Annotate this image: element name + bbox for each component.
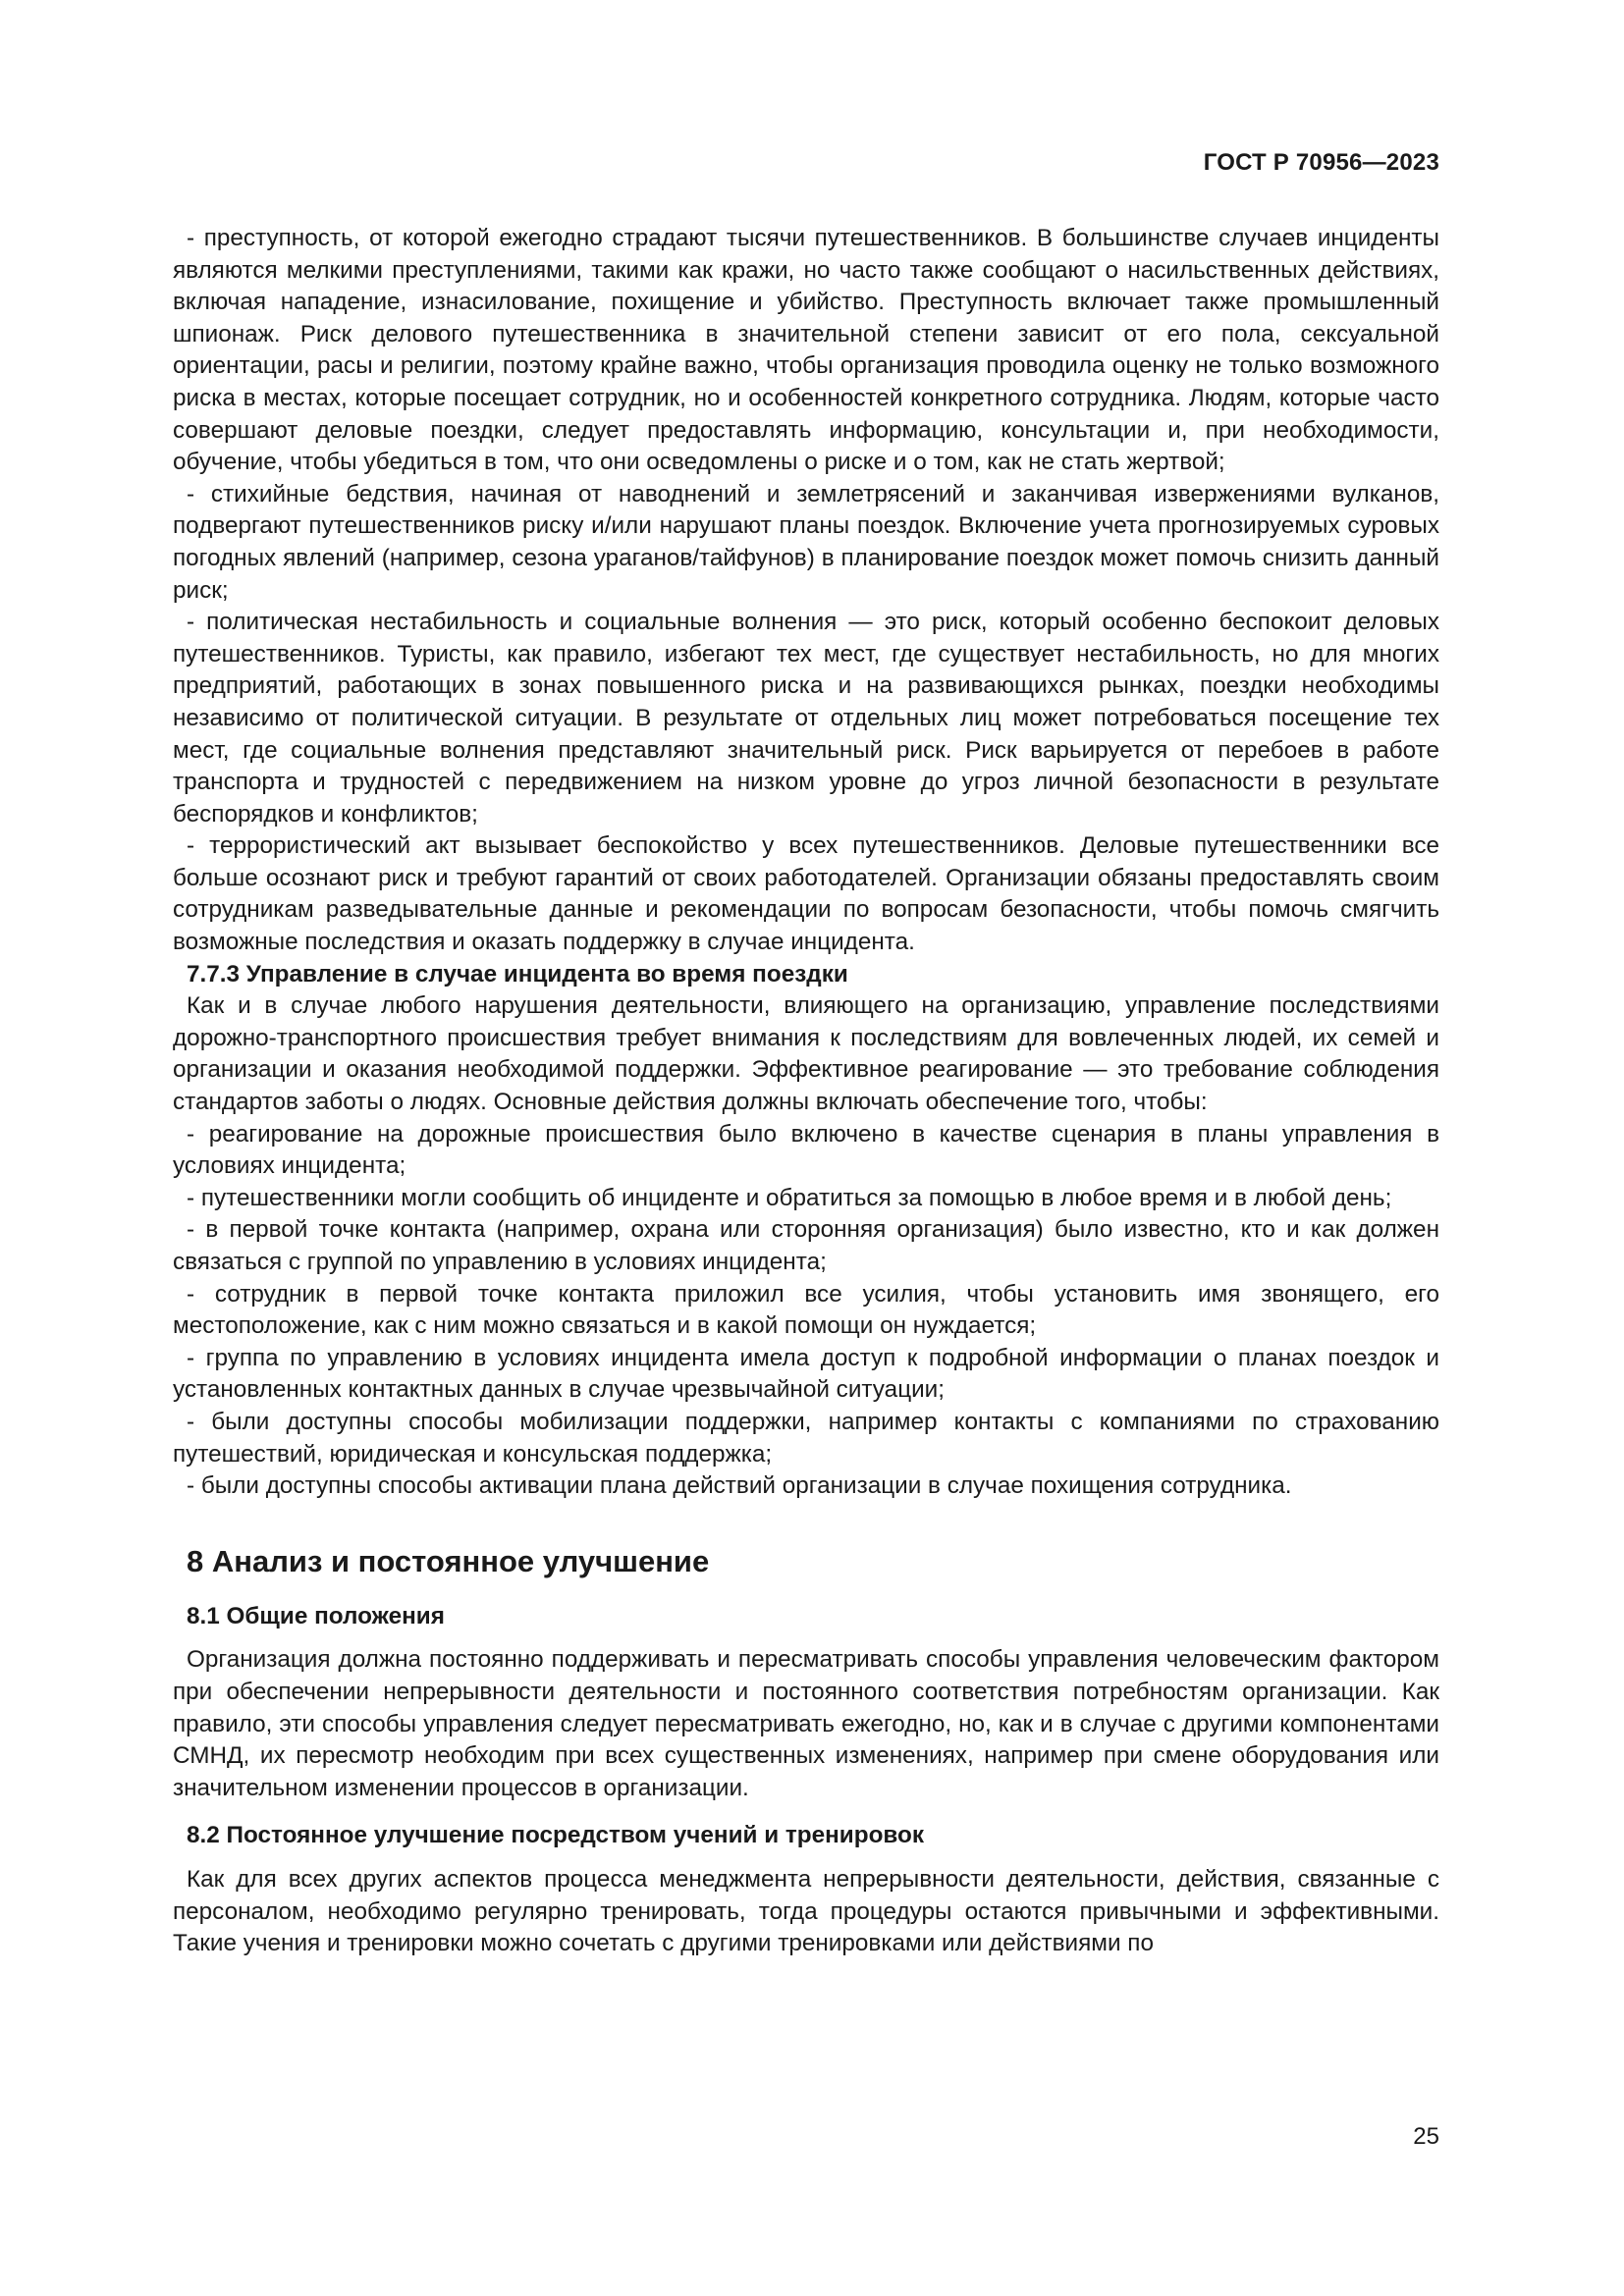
list-item: - сотрудник в первой точке контакта приложил все усилия, чтобы установить имя звонящего, его местоположение, как с ним можно связаться и в какой помощи он нуждается; xyxy=(173,1280,1439,1340)
paragraph-terrorism: - террористический акт вызывает беспокойство у всех путешественников. Деловые путешественники все больше осознают риск и требуют гарантий от своих работодателей. Организации обязаны предоставлять своим сотрудникам разведывательные данные и рекомендации по вопросам безопасности, чтобы помочь смягчить возможные последствия и оказать поддержку в случае инцидента. xyxy=(173,832,1439,956)
list-item: - были доступны способы мобилизации поддержки, например контакты с компаниями по страхованию путешествий, юридическая и консульская поддержка; xyxy=(173,1408,1439,1468)
subsection-text-8-1: Организация должна постоянно поддерживать и пересматривать способы управления человеческим фактором при обеспечении непрерывности деятельности и постоянного соответствия потребностям организации. Как правило, эти способы управления следует пересматривать ежегодно, но, как и в случае с другими компонентами СМНД, их пересмотр необходим при всех существенных изменениях, например при смене оборудования или значительном изменении процессов в организации. xyxy=(173,1646,1439,1801)
section-title-8: 8 Анализ и постоянное улучшение xyxy=(187,1543,710,1578)
subsection-text-8-2: Как для всех других аспектов процесса менеджмента непрерывности деятельности, действия, связанные с персоналом, необходимо регулярно тренировать, тогда процедуры остаются привычными и эффективными. Такие учения и тренировки можно сочетать с другими тренировками или действиями по xyxy=(173,1865,1439,1957)
list-item: - в первой точке контакта (например, охрана или сторонняя организация) было известно, кто и как должен связаться с группой по управлению в условиях инцидента; xyxy=(173,1216,1439,1275)
subsection-intro-7-7-3: Как и в случае любого нарушения деятельности, влияющего на организацию, управление последствиями дорожно-транспортного происшествия требует внимания к последствиям для вовлеченных людей, их семей и организации и оказания необходимой поддержки. Эффективное реагирование — это требование соблюдения стандартов заботы о людях. Основные действия должны включать обеспечение того, чтобы: xyxy=(173,992,1439,1116)
list-item: - реагирование на дорожные происшествия было включено в качестве сценария в планы управления в условиях инцидента; xyxy=(173,1120,1439,1180)
list-item: - группа по управлению в условиях инцидента имела доступ к подробной информации о планах поездок и установленных контактных данных в случае чрезвычайной ситуации; xyxy=(173,1344,1439,1404)
paragraph-crime: - преступность, от которой ежегодно страдают тысячи путешественников. В большинстве случаев инциденты являются мелкими преступлениями, такими как кражи, но часто также сообщают о насильственных действиях, включая нападение, изнасилование, похищение и убийство. Преступность включает также промышленный шпионаж. Риск делового путешественника в значительной степени зависит от его пола, сексуальной ориентации, расы и религии, поэтому крайне важно, чтобы организация проводила оценку не только возможного риска в местах, которые посещает сотрудник, но и особенностей конкретного сотрудника. Людям, которые часто совершают деловые поездки, следует предоставлять информацию, консультации и, при необходимости, обучение, чтобы убедиться в том, что они осведомлены о риске и о том, как не стать жертвой; xyxy=(173,225,1439,476)
subsection-title-7-7-3: 7.7.3 Управление в случае инцидента во время поездки xyxy=(187,960,848,988)
list-item: - были доступны способы активации плана действий организации в случае похищения сотрудника. xyxy=(187,1472,1292,1500)
paragraph-natural-disasters: - стихийные бедствия, начиная от наводнений и землетрясений и заканчивая извержениями вулканов, подвергают путешественников риску и/или нарушают планы поездок. Включение учета прогнозируемых суровых погодных явлений (например, сезона ураганов/тайфунов) в планирование поездок может помочь снизить данный риск; xyxy=(173,480,1439,604)
document-header: ГОСТ Р 70956—2023 xyxy=(1203,149,1439,176)
page-number: 25 xyxy=(1413,2123,1439,2150)
paragraph-political-instability: - политическая нестабильность и социальные волнения — это риск, который особенно беспокоит деловых путешественников. Туристы, как правило, избегают тех мест, где существует нестабильность, но для многих предприятий, работающих в зонах повышенного риска и на развивающихся рынках, поездки необходимы независимо от политической ситуации. В результате от отдельных лиц может потребоваться посещение тех мест, где социальные волнения представляют значительный риск. Риск варьируется от перебоев в работе транспорта и трудностей с передвижением на низком уровне до угроз личной безопасности в результате беспорядков и конфликтов; xyxy=(173,609,1439,828)
subsection-title-8-2: 8.2 Постоянное улучшение посредством учений и тренировок xyxy=(187,1822,925,1849)
subsection-title-8-1: 8.1 Общие положения xyxy=(187,1602,445,1629)
list-item: - путешественники могли сообщить об инциденте и обратиться за помощью в любое время и в любой день; xyxy=(187,1184,1392,1211)
document-body xyxy=(173,223,1439,1960)
